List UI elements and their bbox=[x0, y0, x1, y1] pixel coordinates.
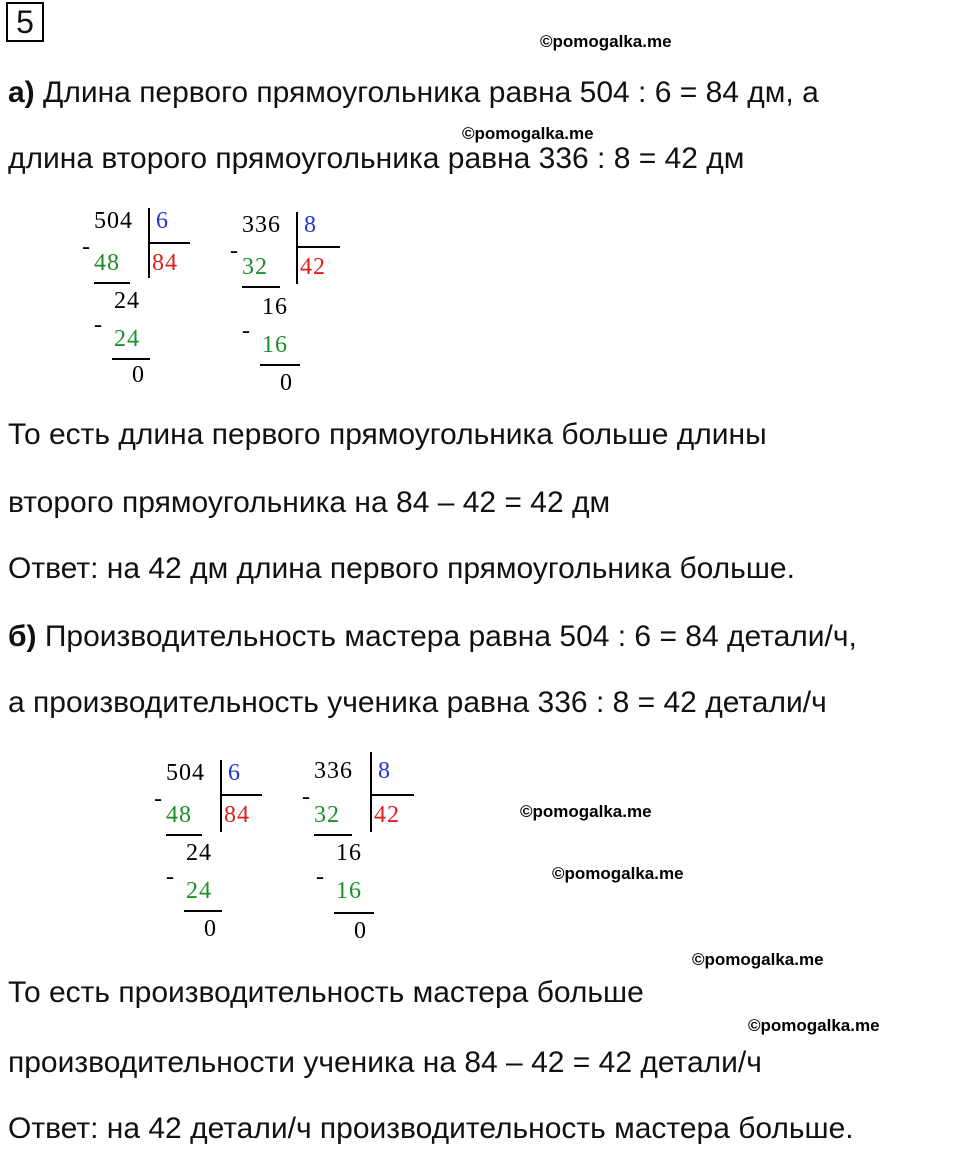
final-remainder: 0 bbox=[280, 370, 293, 396]
minus-sign: - bbox=[166, 864, 175, 890]
part-b-label: б) bbox=[8, 620, 37, 653]
subtrahend-2: 24 bbox=[114, 326, 140, 352]
final-remainder: 0 bbox=[354, 918, 367, 944]
minus-sign: - bbox=[316, 864, 325, 890]
final-remainder: 0 bbox=[132, 362, 145, 388]
minus-sign: - bbox=[302, 784, 311, 810]
division-vertical-bar bbox=[296, 212, 298, 284]
remainder-1: 16 bbox=[262, 294, 288, 320]
subtrahend-1-underline bbox=[166, 834, 202, 836]
part-a-line-3: То есть длина первого прямоугольника больше длины bbox=[8, 418, 767, 451]
subtrahend-1: 48 bbox=[166, 802, 192, 828]
subtrahend-1: 48 bbox=[94, 250, 120, 276]
dividend: 504 bbox=[166, 760, 205, 786]
part-a-answer: Ответ: на 42 дм длина первого прямоугольника больше. bbox=[8, 552, 795, 585]
part-b-line-2: а производительность ученика равна 336 : 8 = 42 детали/ч bbox=[8, 686, 827, 719]
part-a-text-1: Длина первого прямоугольника равна 504 : 6 = 84 дм, а bbox=[34, 76, 819, 109]
remainder-1: 16 bbox=[336, 840, 362, 866]
subtrahend-2-underline bbox=[260, 364, 300, 366]
watermark: ©pomogalka.me bbox=[552, 864, 684, 883]
subtrahend-1-underline bbox=[314, 834, 352, 836]
part-b-line-4: производительности ученика на 84 – 42 = 42 детали/ч bbox=[8, 1046, 762, 1079]
part-a-line-1 bbox=[8, 76, 819, 110]
divisor: 6 bbox=[156, 208, 169, 234]
part-b-line-3: То есть производительность мастера больше bbox=[8, 976, 644, 1009]
subtrahend-1: 32 bbox=[314, 802, 340, 828]
subtrahend-2: 16 bbox=[336, 878, 362, 904]
watermark: ©pomogalka.me bbox=[748, 1016, 880, 1035]
quotient: 84 bbox=[224, 802, 250, 828]
part-b-text-1: Производительность мастера равна 504 : 6 = 84 детали/ч, bbox=[36, 620, 857, 653]
watermark: ©pomogalka.me bbox=[520, 802, 652, 821]
divisor-underline bbox=[296, 246, 340, 248]
divisor-underline bbox=[370, 794, 414, 796]
part-a-line-4: второго прямоугольника на 84 – 42 = 42 дм bbox=[8, 486, 611, 519]
watermark: ©pomogalka.me bbox=[540, 32, 672, 51]
dividend: 504 bbox=[94, 208, 133, 234]
subtrahend-2: 16 bbox=[262, 332, 288, 358]
minus-sign: - bbox=[242, 318, 251, 344]
dividend: 336 bbox=[242, 212, 281, 238]
watermark: ©pomogalka.me bbox=[692, 950, 824, 969]
quotient: 84 bbox=[152, 250, 178, 276]
division-vertical-bar bbox=[370, 752, 372, 832]
subtrahend-2: 24 bbox=[186, 878, 212, 904]
subtrahend-2-underline bbox=[334, 912, 374, 914]
final-remainder: 0 bbox=[204, 916, 217, 942]
divisor: 8 bbox=[304, 212, 317, 238]
part-b-answer: Ответ: на 42 детали/ч производительность мастера больше. bbox=[8, 1112, 854, 1145]
remainder-1: 24 bbox=[114, 288, 140, 314]
subtrahend-2-underline bbox=[184, 910, 222, 912]
part-a-label: а) bbox=[8, 76, 35, 109]
subtrahend-1-underline bbox=[94, 282, 130, 284]
quotient: 42 bbox=[374, 802, 400, 828]
subtrahend-1: 32 bbox=[242, 254, 268, 280]
part-a-line-2: длина второго прямоугольника равна 336 : 8 = 42 дм bbox=[8, 142, 745, 175]
divisor-underline bbox=[148, 242, 190, 244]
dividend: 336 bbox=[314, 758, 353, 784]
minus-sign: - bbox=[82, 234, 91, 260]
part-b-line-1 bbox=[8, 620, 857, 654]
remainder-1: 24 bbox=[186, 840, 212, 866]
subtrahend-2-underline bbox=[112, 358, 150, 360]
divisor: 6 bbox=[228, 760, 241, 786]
minus-sign: - bbox=[94, 312, 103, 338]
task-number: 5 bbox=[6, 2, 44, 42]
minus-sign: - bbox=[230, 238, 239, 264]
minus-sign: - bbox=[154, 786, 163, 812]
watermark: ©pomogalka.me bbox=[462, 124, 594, 143]
division-vertical-bar bbox=[220, 760, 222, 832]
quotient: 42 bbox=[300, 254, 326, 280]
subtrahend-1-underline bbox=[242, 286, 280, 288]
divisor: 8 bbox=[378, 758, 391, 784]
divisor-underline bbox=[220, 794, 262, 796]
